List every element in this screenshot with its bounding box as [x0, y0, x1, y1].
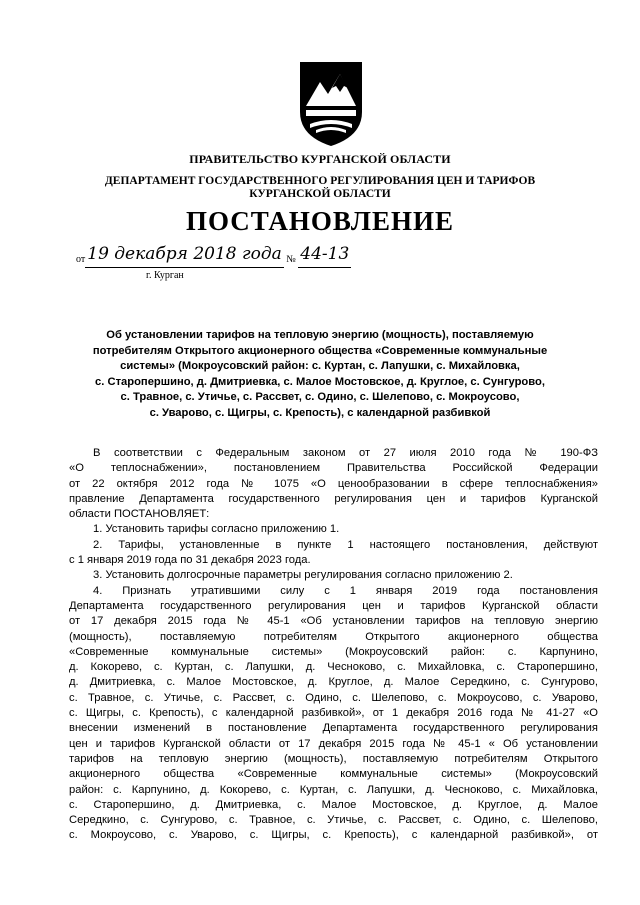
title-line: системы» (Мокроусовский район: с. Куртан, с. Лапушки, с. Михайловка,	[120, 360, 520, 372]
body-line: от 17 декабря 2015 года № 45-1 «Об установлении тарифов на тепловую энергию	[69, 615, 598, 628]
body-line: от 22 октября 2012 года № 1075 «О ценообразовании в сфере теплоснабжения»	[69, 477, 598, 490]
date-prefix: от	[76, 254, 86, 265]
date-number-line	[76, 244, 351, 268]
body-line: (мощность), поставляемую потребителям Открытого акционерного общества	[69, 630, 598, 643]
city-label: г. Курган	[146, 270, 184, 281]
body-line: «Современные коммунальные системы» (Мокроусовский район: с. Карпунино,	[69, 645, 598, 658]
body-line: с 1 января 2019 года по 31 декабря 2023 года.	[69, 554, 311, 567]
body-line: Департамента государственного регулирования цен и тарифов Курганской области	[69, 599, 598, 612]
body-line: д. Кокорево, с. Куртан, с. Лапушки, д. Чесноково, с. Михайловка, с. Старопершино,	[69, 661, 598, 674]
department-name-line2: КУРГАНСКОЙ ОБЛАСТИ	[249, 188, 391, 200]
handwritten-number: 44-13	[300, 244, 350, 264]
body-line: «О теплоснабжении», постановлением Правительства Российской Федерации	[69, 462, 598, 475]
body-line: области ПОСТАНОВЛЯЕТ:	[69, 508, 210, 521]
body-line: д. Дмитриевка, с. Малое Мостовское, д. Круглое, д. Малое Середкино, с. Сунгурово,	[69, 676, 598, 689]
body-line: Середкино, с. Сунгурово, с. Травное, с. Утичье, с. Рассвет, с. Одино, с. Шелепово,	[69, 814, 598, 827]
title-line: потребителям Открытого акционерного общества «Современные коммунальные	[92, 344, 548, 357]
title-line: с. Уварово, с. Щигры, с. Крепость), с календарной разбивкой	[149, 406, 491, 419]
title-line: с. Старопершино, д. Дмитриевка, с. Малое Мостовское, д. Круглое, с. Сунгурово,	[95, 375, 545, 388]
body-line: 3. Установить долгосрочные параметры регулирования согласно приложению 2.	[93, 569, 513, 582]
body-line: правление Департамента государственного регулирования цен и тарифов Курганской	[69, 492, 598, 505]
department-name-line1: ДЕПАРТАМЕНТ ГОСУДАРСТВЕННОГО РЕГУЛИРОВАНИЯ ЦЕН И ТАРИФОВ	[104, 175, 536, 187]
title-line: с. Травное, с. Утичье, с. Рассвет, с. Одино, с. Шелепово, с. Мокроусово,	[120, 391, 520, 403]
document-type-heading: ПОСТАНОВЛЕНИЕ	[185, 206, 455, 236]
body-line: район: с. Карпунино, д. Кокорево, с. Куртан, с. Лапушки, д. Чесноково, с. Михайловка,	[69, 783, 598, 796]
body-line: цен и тарифов Курганской области от 17 декабря 2015 года № 45-1 « Об установлении	[69, 737, 598, 750]
document-body	[69, 446, 598, 844]
handwritten-date: 19 декабря 2018 года	[87, 244, 282, 264]
body-line: 4. Признать утратившими силу с 1 января 2019 года постановления	[93, 584, 598, 597]
body-line: В соответствии с Федеральным законом от 27 июля 2010 года № 190-ФЗ	[93, 447, 598, 459]
body-line: с. Травное, с. Утичье, с. Рассвет, с. Одино, с. Шелепово, с. Мокроусово, с. Уварово,	[69, 691, 598, 704]
coat-of-arms-emblem	[296, 58, 366, 148]
title-line: Об установлении тарифов на тепловую энергию (мощность), поставляемую	[106, 329, 534, 341]
body-line: с. Старопершино, д. Дмитриевка, с. Малое Мостовское, д. Круглое, д. Малое	[69, 798, 598, 811]
document-title	[60, 328, 580, 421]
body-line: тарифов на тепловую энергию (мощность), поставляемую потребителям Открытого	[69, 752, 598, 765]
government-name: ПРАВИТЕЛЬСТВО КУРГАНСКОЙ ОБЛАСТИ	[189, 152, 451, 166]
body-line: внесении изменений в постановление Департамента государственного регулирования	[69, 722, 598, 735]
body-line: 1. Установить тарифы согласно приложению 1.	[93, 523, 340, 536]
body-line: акционерного общества «Современные коммунальные системы» (Мокроусовский	[69, 768, 598, 781]
body-line: 2. Тарифы, установленные в пункте 1 настоящего постановления, действуют	[93, 538, 598, 551]
body-line: с. Мокроусово, с. Уварово, с. Щигры, с. Крепость), с календарной разбивкой», от	[69, 829, 598, 842]
body-line: с. Щигры, с. Крепость), с календарной разбивкой», от 1 декабря 2016 года № 41-27 «О	[69, 707, 598, 720]
number-prefix: №	[286, 254, 296, 265]
